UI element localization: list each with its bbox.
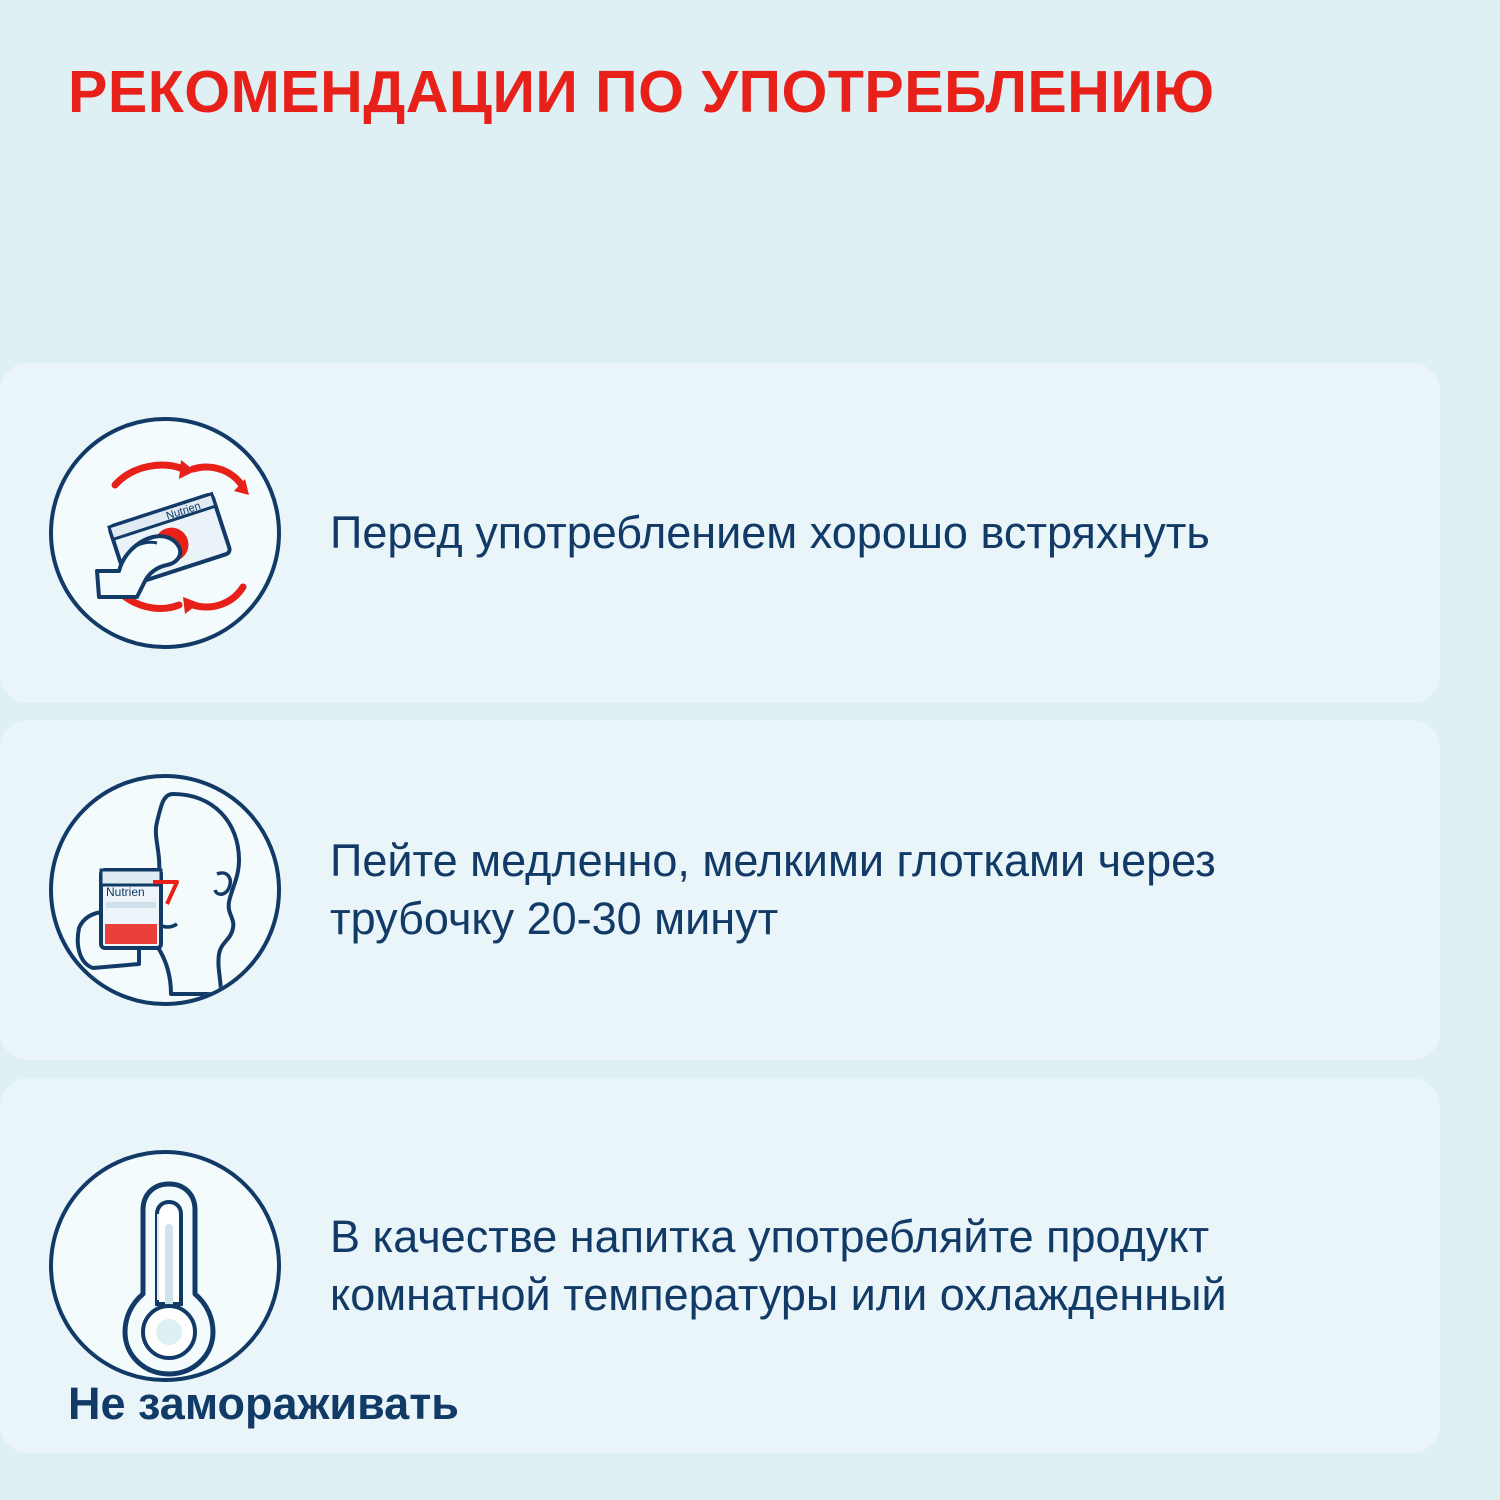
icon-cell <box>0 417 330 649</box>
svg-text:Nutrien: Nutrien <box>164 500 203 523</box>
recommendation-text: Пейте медленно, мелкими глотками через трубочку 20-30 минут <box>330 835 1216 944</box>
drink-through-straw-icon <box>49 774 281 1006</box>
recommendation-text: Перед употреблением хорошо встряхнуть <box>330 507 1210 559</box>
icon-cell <box>0 774 330 1006</box>
page-title-container <box>0 0 1500 150</box>
recommendation-card-shake <box>0 363 1440 703</box>
icon-cell <box>0 1150 330 1382</box>
shake-pack-icon <box>49 417 281 649</box>
thermometer-icon <box>49 1150 281 1382</box>
svg-text:Nutrien: Nutrien <box>106 885 145 899</box>
recommendation-text: В качестве напитка употребляйте продукт комнатной температуры или охлажденный <box>330 1210 1227 1320</box>
recommendation-card-straw <box>0 720 1440 1060</box>
page-title: РЕКОМЕНДАЦИИ ПО УПОТРЕБЛЕНИЮ <box>68 59 1215 125</box>
footer-note: Не замораживать <box>68 1378 459 1429</box>
